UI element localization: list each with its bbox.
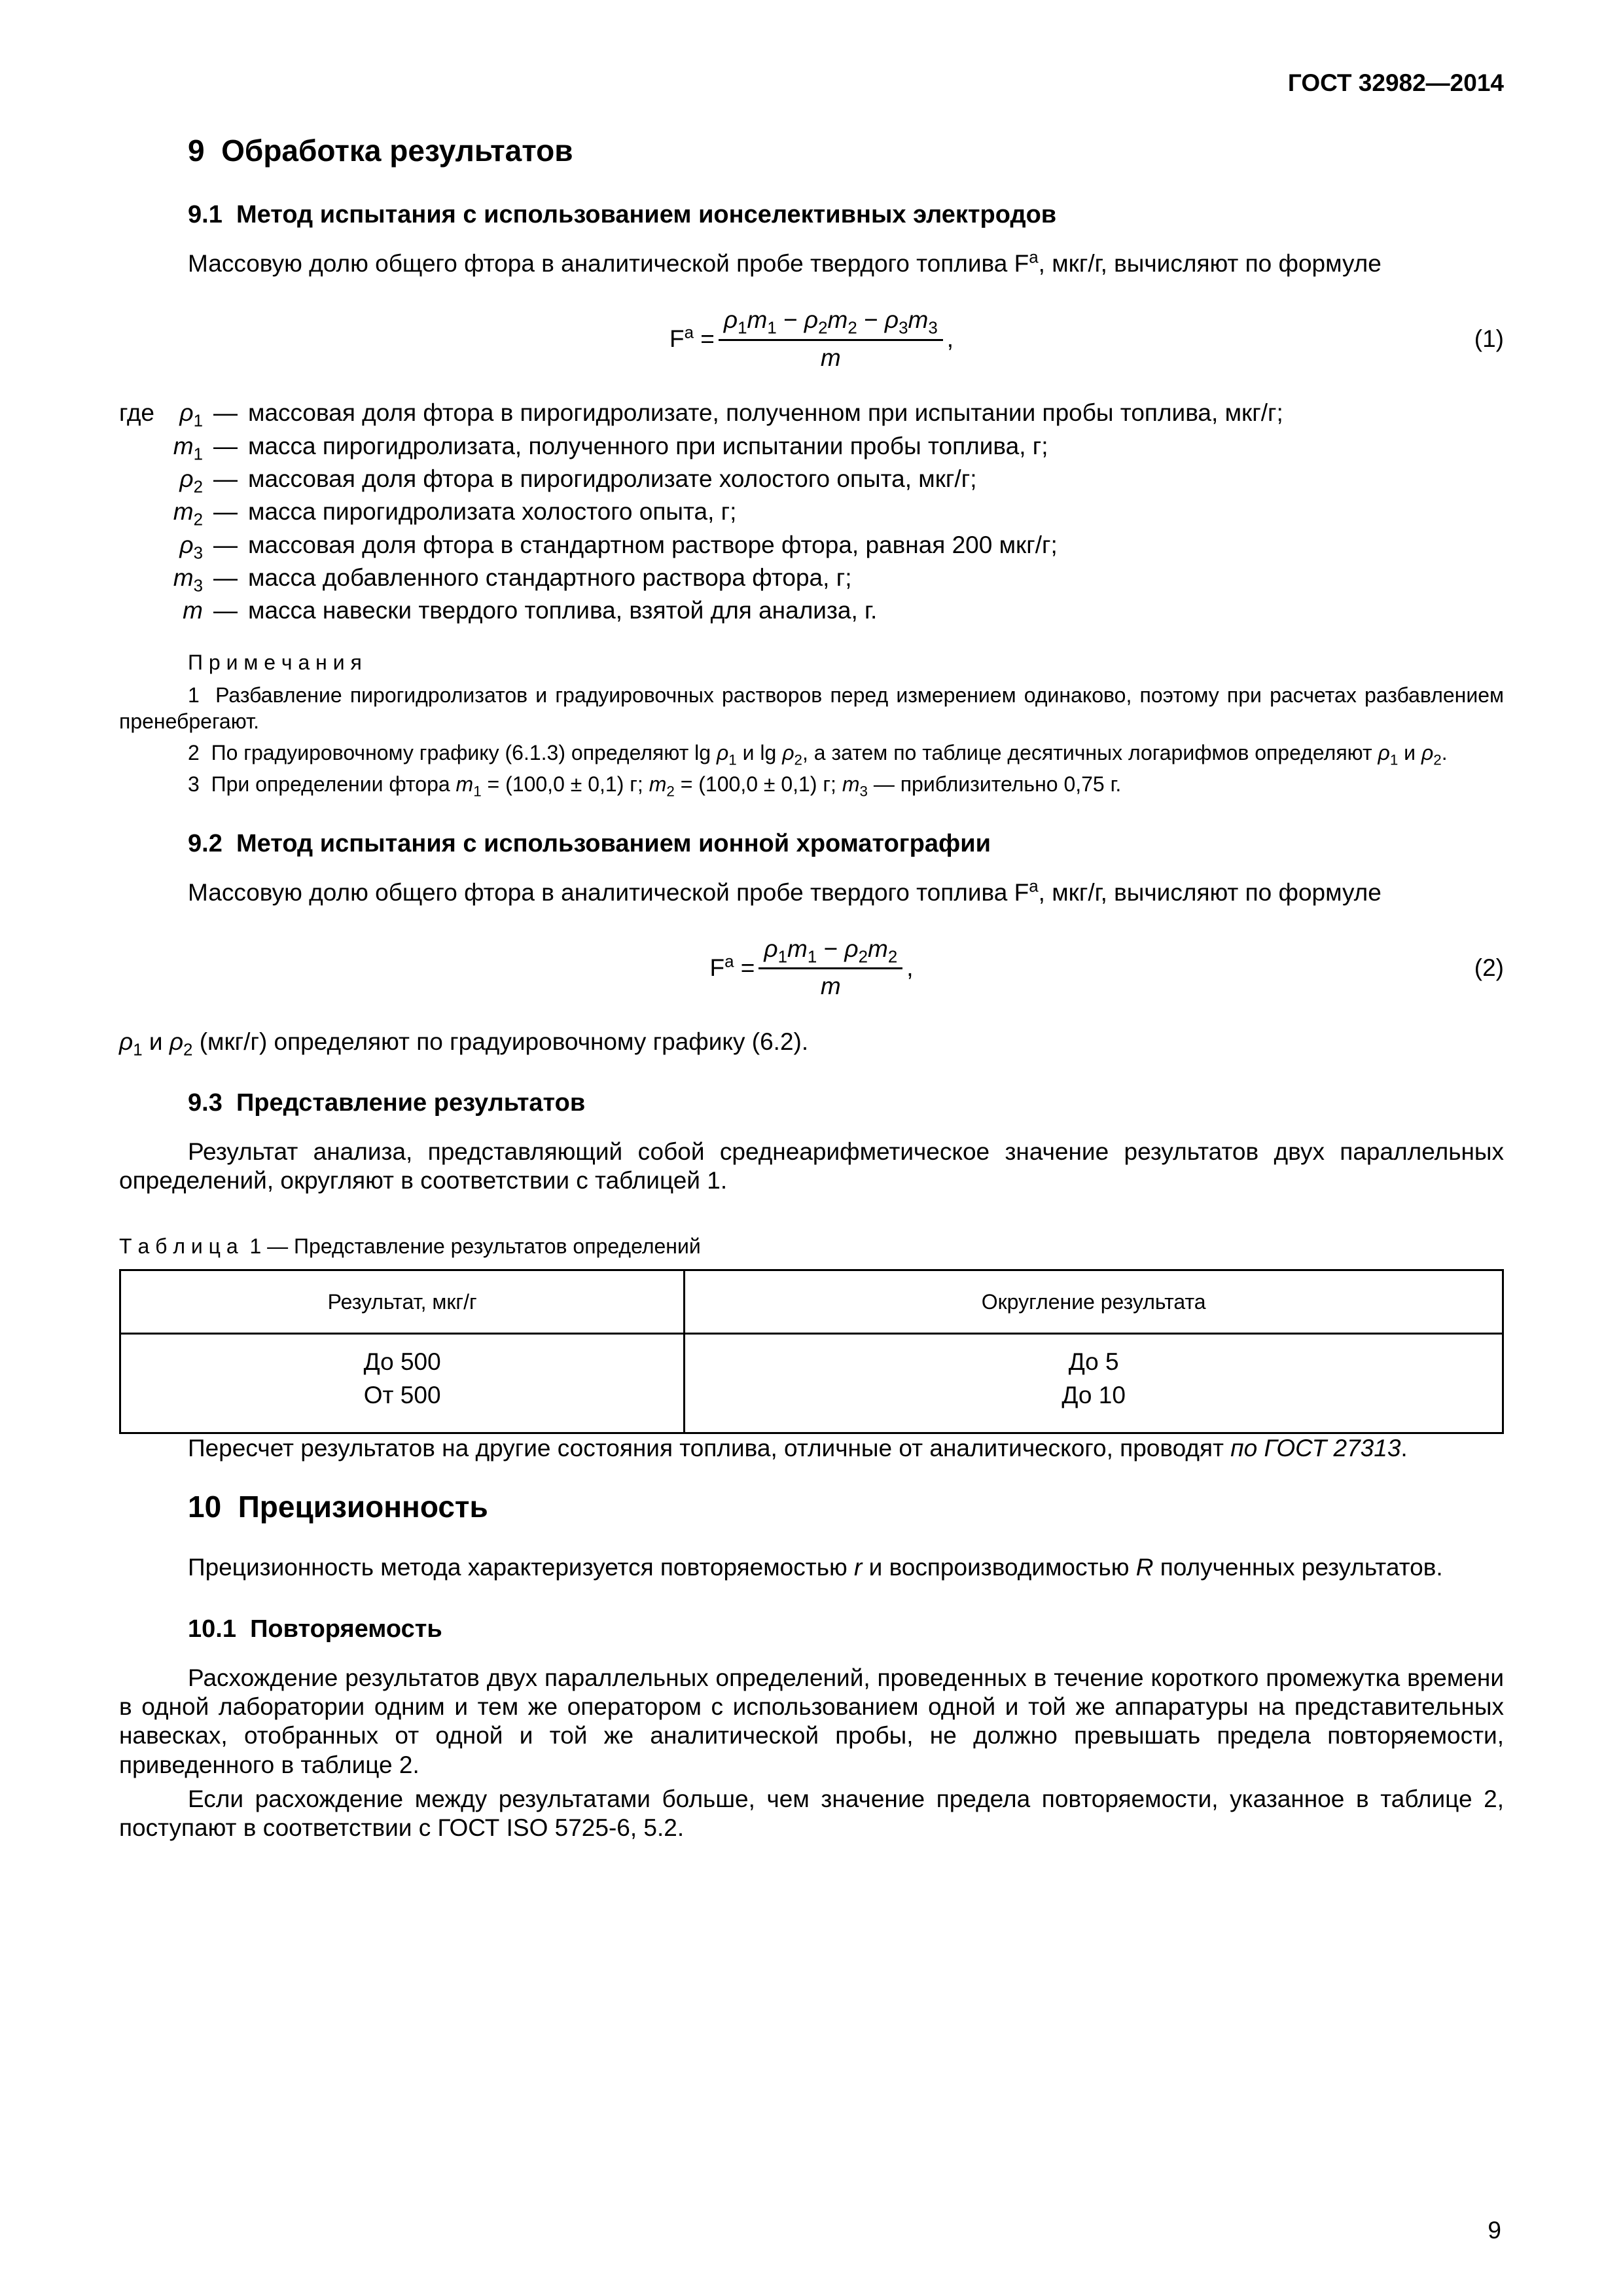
notes-block: [119, 649, 1504, 800]
definition-desc: масса добавленного стандартного раствора фтора, г;: [248, 564, 852, 592]
definition-dash: —: [213, 399, 238, 427]
table-1-caption: Т а б л и ц а 1 — Представление результатов определений: [119, 1234, 701, 1258]
definition-dash: —: [213, 531, 238, 558]
definition-row: [119, 399, 1504, 431]
formula-1-numerator: $\rho_1m_1 - \rho_2m_2 - \rho_3m_3$: [719, 306, 943, 340]
paragraph-after-table: Пересчет результатов на другие состояния топлива, отличные от аналитического, проводят по ГОСТ 27313.: [188, 1435, 1408, 1462]
definition-term: $m_3$: [173, 564, 203, 596]
definition-desc: массовая доля фтора в пирогидролизате холостого опыта, мкг/г;: [248, 465, 977, 492]
table-header-cell: Округление результата: [685, 1270, 1503, 1333]
formula-1-lhs: $F^а$ =: [669, 323, 715, 353]
formula-2: [119, 935, 1504, 1001]
definition-term: $m_2$: [173, 498, 203, 529]
section-9-title: 9 Обработка результатов: [188, 134, 573, 168]
paragraph-9-3: Результат анализа, представляющий собой среднеарифметическое значение результатов двух параллельных определений, округляют в соответствии с таблицей 1.: [119, 1138, 1504, 1194]
section-9-1-title: 9.1 Метод испытания с использованием ионселективных электродов: [188, 201, 1057, 229]
formula-1-number: (1): [1474, 325, 1504, 353]
paragraph-10-intro: Прецизионность метода характеризуется повторяемостью r и воспроизводимостью R полученных результатов.: [188, 1554, 1443, 1581]
definition-term: m: [183, 597, 203, 624]
definition-row: [119, 531, 1504, 563]
table-cell: От 500: [120, 1379, 685, 1433]
table-header-cell: Результат, мкг/г: [120, 1270, 685, 1333]
definition-row: [119, 465, 1504, 497]
table-cell: До 500: [120, 1334, 685, 1379]
definition-row: [119, 497, 1504, 529]
definition-desc: масса пирогидролизата, полученного при испытании пробы топлива, г;: [248, 432, 1048, 459]
table-cell: До 10: [685, 1379, 1503, 1433]
section-9-2-title: 9.2 Метод испытания с использованием ионной хроматографии: [188, 829, 991, 857]
doc-header: ГОСТ 32982—2014: [1287, 69, 1504, 96]
definition-term: $\rho_3$: [179, 531, 203, 563]
table-cell: До 5: [685, 1334, 1503, 1379]
formula-1: [119, 306, 1504, 372]
definition-row: [119, 596, 1504, 625]
paragraph-10-1-a: Расхождение результатов двух параллельных определений, проведенных в течение короткого промежутка времени в одной лаборатории одним и тем же оператором с использованием одной и той же аппаратуры на представительных навесках, отобранных от одной и той же аналитической пробы, не должно превышать предела повторяемости, приведенного в таблице 2.: [119, 1664, 1504, 1778]
definition-desc: масса навески твердого топлива, взятой для анализа, г.: [248, 597, 878, 624]
definition-dash: —: [213, 432, 238, 459]
formula-1-denominator: m: [820, 344, 841, 371]
formula-1-fraction: [719, 306, 943, 372]
section-9-3-title: 9.3 Представление результатов: [188, 1089, 586, 1117]
paragraph-9-2-intro: Массовую долю общего фтора в аналитической пробе твердого топлива $F^а$, мкг/г, вычисляют по формуле: [188, 877, 1382, 906]
paragraph-10-1-b: Если расхождение между результатами больше, чем значение предела повторяемости, указанное в таблице 2, поступают в соответствии с ГОСТ ISO 5725-6, 5.2.: [119, 1785, 1504, 1842]
results-table-head: [120, 1270, 1503, 1333]
definition-desc: масса пирогидролизата холостого опыта, г;: [248, 498, 737, 526]
formula-2-denominator: m: [820, 973, 841, 1000]
page-number: 9: [1488, 2216, 1501, 2244]
formula-2-fraction: [758, 935, 902, 1001]
definition-dash: —: [213, 564, 238, 592]
definition-term: $m_1$: [173, 432, 203, 463]
definition-dash: —: [213, 465, 238, 492]
definition-row: [119, 564, 1504, 596]
results-table-body: [120, 1334, 1503, 1433]
formula-2-tail: ,: [906, 954, 914, 981]
formula-2-lhs: $F^а$ =: [709, 952, 755, 981]
definition-term: $\rho_1$: [179, 399, 203, 431]
definition-prefix: где: [119, 399, 155, 427]
table-row: [120, 1379, 1503, 1433]
symbol-definitions: [119, 399, 1504, 626]
paragraph-9-1-intro: Массовую долю общего фтора в аналитической пробе твердого топлива $F^а$, мкг/г, вычисляют по формуле: [188, 248, 1382, 277]
table-row: [120, 1334, 1503, 1379]
definition-term: $\rho_2$: [179, 465, 203, 497]
definition-dash: —: [213, 597, 238, 624]
note-1: 1 Разбавление пирогидролизатов и градуировочных растворов перед измерением одинаково, поэтому при расчетах разбавлением пренебрегают.: [119, 683, 1504, 733]
results-table: [119, 1269, 1504, 1434]
table-header-row: [120, 1270, 1503, 1333]
section-10-title: 10 Прецизионность: [188, 1489, 488, 1524]
formula-1-tail: ,: [946, 325, 954, 353]
definition-dash: —: [213, 498, 238, 526]
formula-2-number: (2): [1474, 954, 1504, 981]
note-2: 2 По градуировочному графику (6.1.3) определяют $\lg \rho_1$ и $\lg \rho_2$, а затем по таблице десятичных логарифмов определяют $\rho_1$ и $\rho_2$.: [188, 740, 1448, 768]
note-3: 3 При определении фтора $m_1 = (100,0 \pm 0,1)$ г; $m_2 = (100,0 \pm 0,1)$ г; $m_3$ — приблизительно 0,75 г.: [188, 772, 1122, 800]
paragraph-9-2-after: $\rho_1$ и $\rho_2$ (мкг/г) определяют по градуировочному графику (6.2).: [119, 1028, 809, 1060]
formula-2-numerator: $\rho_1m_1 - \rho_2m_2$: [758, 935, 902, 969]
section-10-1-title: 10.1 Повторяемость: [188, 1615, 442, 1643]
definition-desc: массовая доля фтора в пирогидролизате, полученном при испытании пробы топлива, мкг/г;: [248, 399, 1283, 427]
definition-desc: массовая доля фтора в стандартном растворе фтора, равная 200 мкг/г;: [248, 531, 1058, 558]
definition-row: [119, 432, 1504, 461]
notes-label: П р и м е ч а н и я: [188, 650, 362, 674]
